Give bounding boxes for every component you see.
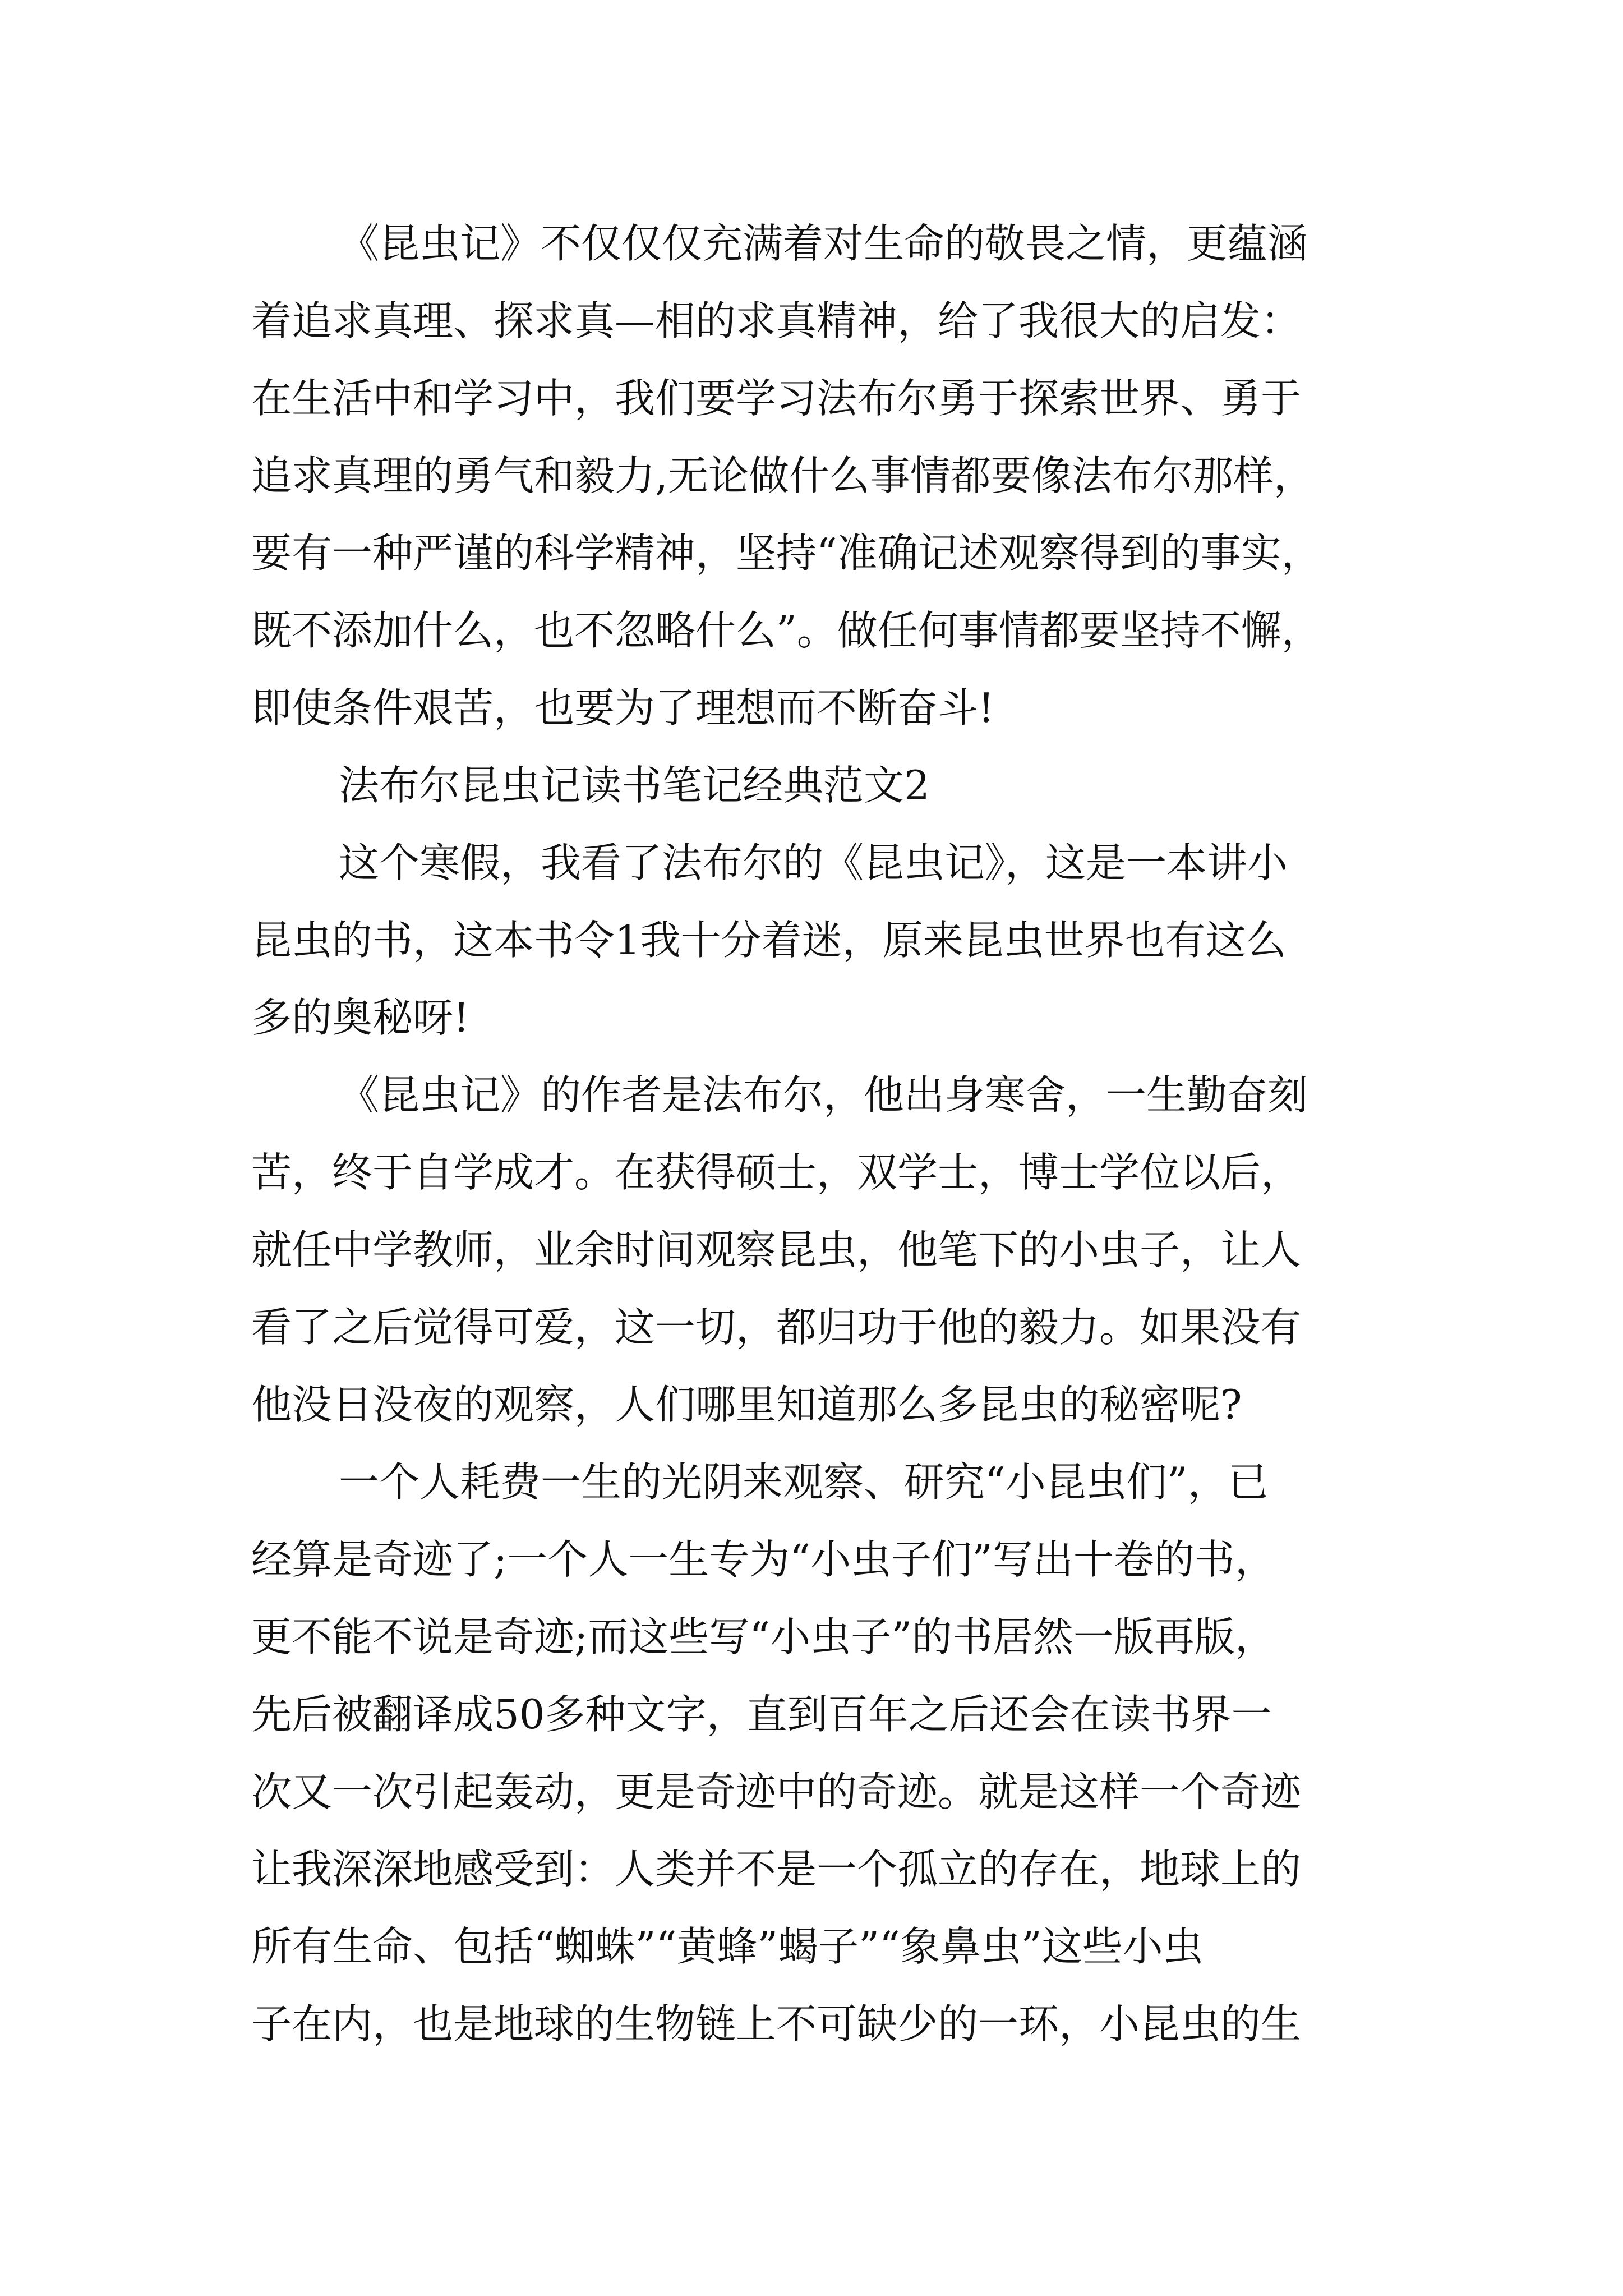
paragraph-1-line-6: 既不添加什么，也不忽略什么”。做任何事情都要坚持不懈， <box>251 607 1322 654</box>
paragraph-4-line-4: 先后被翻译成50多种文字，直到百年之后还会在读书界一 <box>251 1691 1272 1738</box>
paragraph-4-line-1: 一个人耗费一生的光阴来观察、研究“小昆虫们”，已 <box>339 1458 1269 1506</box>
paragraph-3-line-4: 看了之后觉得可爱，这一切，都归功于他的毅力。如果没有 <box>251 1304 1302 1351</box>
paragraph-1-line-1: 《昆虫记》不仅仅仅充满着对生命的敬畏之情，更蕴涵 <box>339 220 1308 267</box>
paragraph-4-line-3: 更不能不说是奇迹;而这些写“小虫子”的书居然一版再版， <box>251 1613 1275 1660</box>
paragraph-4-line-8: 子在内，也是地球的生物链上不可缺少的一环，小昆虫的生 <box>251 2000 1302 2047</box>
paragraph-3-line-1: 《昆虫记》的作者是法布尔，他出身寒舍，一生勤奋刻 <box>339 1071 1308 1119</box>
paragraph-1-line-2: 着追求真理、探求真—相的求真精神，给了我很大的启发： <box>251 297 1302 344</box>
paragraph-2-line-2: 昆虫的书，这本书令1我十分着迷，原来昆虫世界也有这么 <box>251 917 1287 964</box>
paragraph-3-line-2: 苦，终于自学成才。在获得硕士，双学士，博士学位以后， <box>251 1149 1302 1196</box>
paragraph-1-line-4: 追求真理的勇气和毅力,无论做什么事情都要像法布尔那样， <box>251 452 1314 499</box>
paragraph-4-line-2: 经算是奇迹了;一个人一生专为“小虫子们”写出十卷的书， <box>251 1536 1275 1583</box>
paragraph-3-line-5: 他没日没夜的观察，人们哪里知道那么多昆虫的秘密呢? <box>251 1381 1242 1428</box>
section-heading: 法布尔昆虫记读书笔记经典范文2 <box>339 762 930 809</box>
paragraph-4-line-7: 所有生命、包括“蜘蛛”“黄蜂”蝎子”“象鼻虫”这些小虫 <box>251 1923 1204 1970</box>
paragraph-4-line-5: 次又一次引起轰动，更是奇迹中的奇迹。就是这样一个奇迹 <box>251 1768 1302 1815</box>
paragraph-2-line-1: 这个寒假，我看了法布尔的《昆虫记》，这是一本讲小 <box>339 839 1288 886</box>
paragraph-1-line-7: 即使条件艰苦，也要为了理想而不断奋斗! <box>251 684 994 731</box>
paragraph-4-line-6: 让我深深地感受到：人类并不是一个孤立的存在，地球上的 <box>251 1846 1302 1893</box>
paragraph-1-line-5: 要有一种严谨的科学精神，坚持“准确记述观察得到的事实， <box>251 530 1322 577</box>
paragraph-1-line-3: 在生活中和学习中，我们要学习法布尔勇于探索世界、勇于 <box>251 375 1302 422</box>
paragraph-2-line-3: 多的奥秘呀! <box>251 994 469 1041</box>
paragraph-3-line-3: 就任中学教师，业余时间观察昆虫，他笔下的小虫子，让人 <box>251 1226 1302 1273</box>
